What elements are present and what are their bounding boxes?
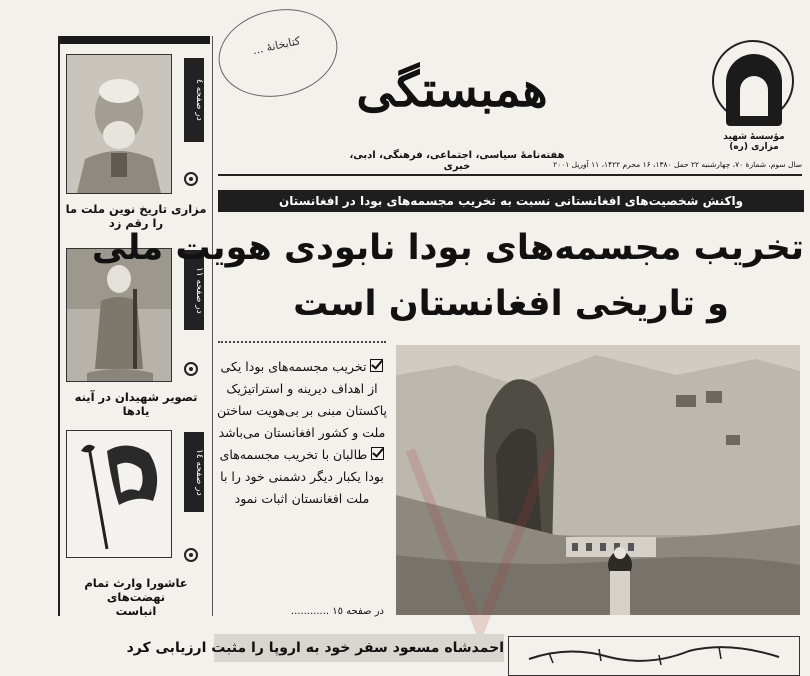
main-headline-line-2: و تاریخی افغانستان است bbox=[293, 284, 729, 324]
sidebar-caption bbox=[62, 576, 210, 618]
mosque-arch-icon bbox=[740, 76, 768, 116]
publisher-name: مؤسسهٔ شهید مزاری (ره) bbox=[723, 132, 785, 152]
stamp-text: کتابخانهٔ ... bbox=[251, 34, 302, 58]
sidebar-page-tag: در صفحه ٤ bbox=[184, 58, 204, 142]
issue-line: سال سوم، شمارهٔ ۷۰، چهارشنبه ۲۲ حمل ۱۳۸۰، ۱۶ محرم ۱۴۲۲، ۱۱ آوریل ۲۰۰۱ bbox=[553, 160, 802, 169]
sidebar-photo-portrait bbox=[66, 54, 172, 194]
tagline: هفته‌نامهٔ سیاسی، اجتماعی، فرهنگی، ادبی، خبری bbox=[349, 150, 565, 172]
cliff-photo-image bbox=[396, 345, 800, 615]
caption-line: انباست bbox=[115, 604, 157, 618]
summary-paragraph bbox=[214, 356, 390, 444]
continued-reference: در صفحه ١٥ ............ bbox=[290, 606, 384, 617]
lead-summary bbox=[214, 356, 390, 510]
caption-line: تصویر شهیدان در آینه bbox=[74, 390, 198, 404]
caption-line: یادها bbox=[122, 404, 150, 418]
flower-ornament-icon bbox=[184, 172, 198, 186]
sidebar-illustration-ashura bbox=[66, 430, 172, 558]
main-headline-line-1: تخریب مجسمه‌های بودا نابودی هویت ملی bbox=[91, 228, 804, 268]
portrait-image bbox=[67, 55, 171, 193]
flower-ornament-icon bbox=[184, 362, 198, 376]
bottom-headline: احمدشاه مسعود سفر خود به اروپا را مثبت ارزیابی کرد bbox=[214, 634, 504, 662]
summary-paragraph bbox=[214, 444, 390, 510]
library-stamp bbox=[210, 0, 345, 108]
bismillah-calligraphy bbox=[509, 637, 799, 671]
bottom-right-box bbox=[508, 636, 800, 676]
kicker-bar: واکنش شخصیت‌های افغانستانی نسبت به تخریب مجسمه‌های بودا در افغانستان bbox=[218, 190, 804, 212]
buddha-niche-photo bbox=[396, 345, 800, 615]
summary-text: طالبان با تخریب مجسمه‌های بودا یکبار دیگر دشمنی خود را با ملت افغانستان اثبات نمود bbox=[219, 447, 384, 506]
checkbox-icon bbox=[371, 447, 384, 460]
sidebar-page-tag: در صفحه ١٤ bbox=[184, 432, 204, 512]
caption-line: عاشورا وارث تمام نهضت‌های bbox=[84, 576, 188, 604]
caption-line: مزاری تاریخ نوین ملت ما bbox=[65, 202, 207, 216]
masthead-rule bbox=[218, 174, 802, 176]
sidebar-page-tag: در صفحه ١١ bbox=[184, 250, 204, 330]
caption-line: را رقم زد bbox=[108, 216, 164, 230]
summary-text: تخریب مجسمه‌های بودا یکی از اهداف دیرینه و استراتیژیک پاکستان مبنی بر بی‌هویت ساختن ملت و کشور افغانستان می‌باشد bbox=[216, 359, 388, 440]
publisher-logo bbox=[712, 40, 796, 152]
flower-ornament-icon bbox=[184, 548, 198, 562]
flag-illustration bbox=[67, 431, 171, 557]
dotted-divider bbox=[218, 341, 386, 343]
continued-text: در صفحه ١٥ bbox=[332, 606, 384, 617]
left-sidebar bbox=[58, 36, 213, 616]
newspaper-title: همبستگی bbox=[356, 62, 548, 118]
sidebar-caption bbox=[62, 390, 210, 418]
checkbox-icon bbox=[370, 359, 383, 372]
